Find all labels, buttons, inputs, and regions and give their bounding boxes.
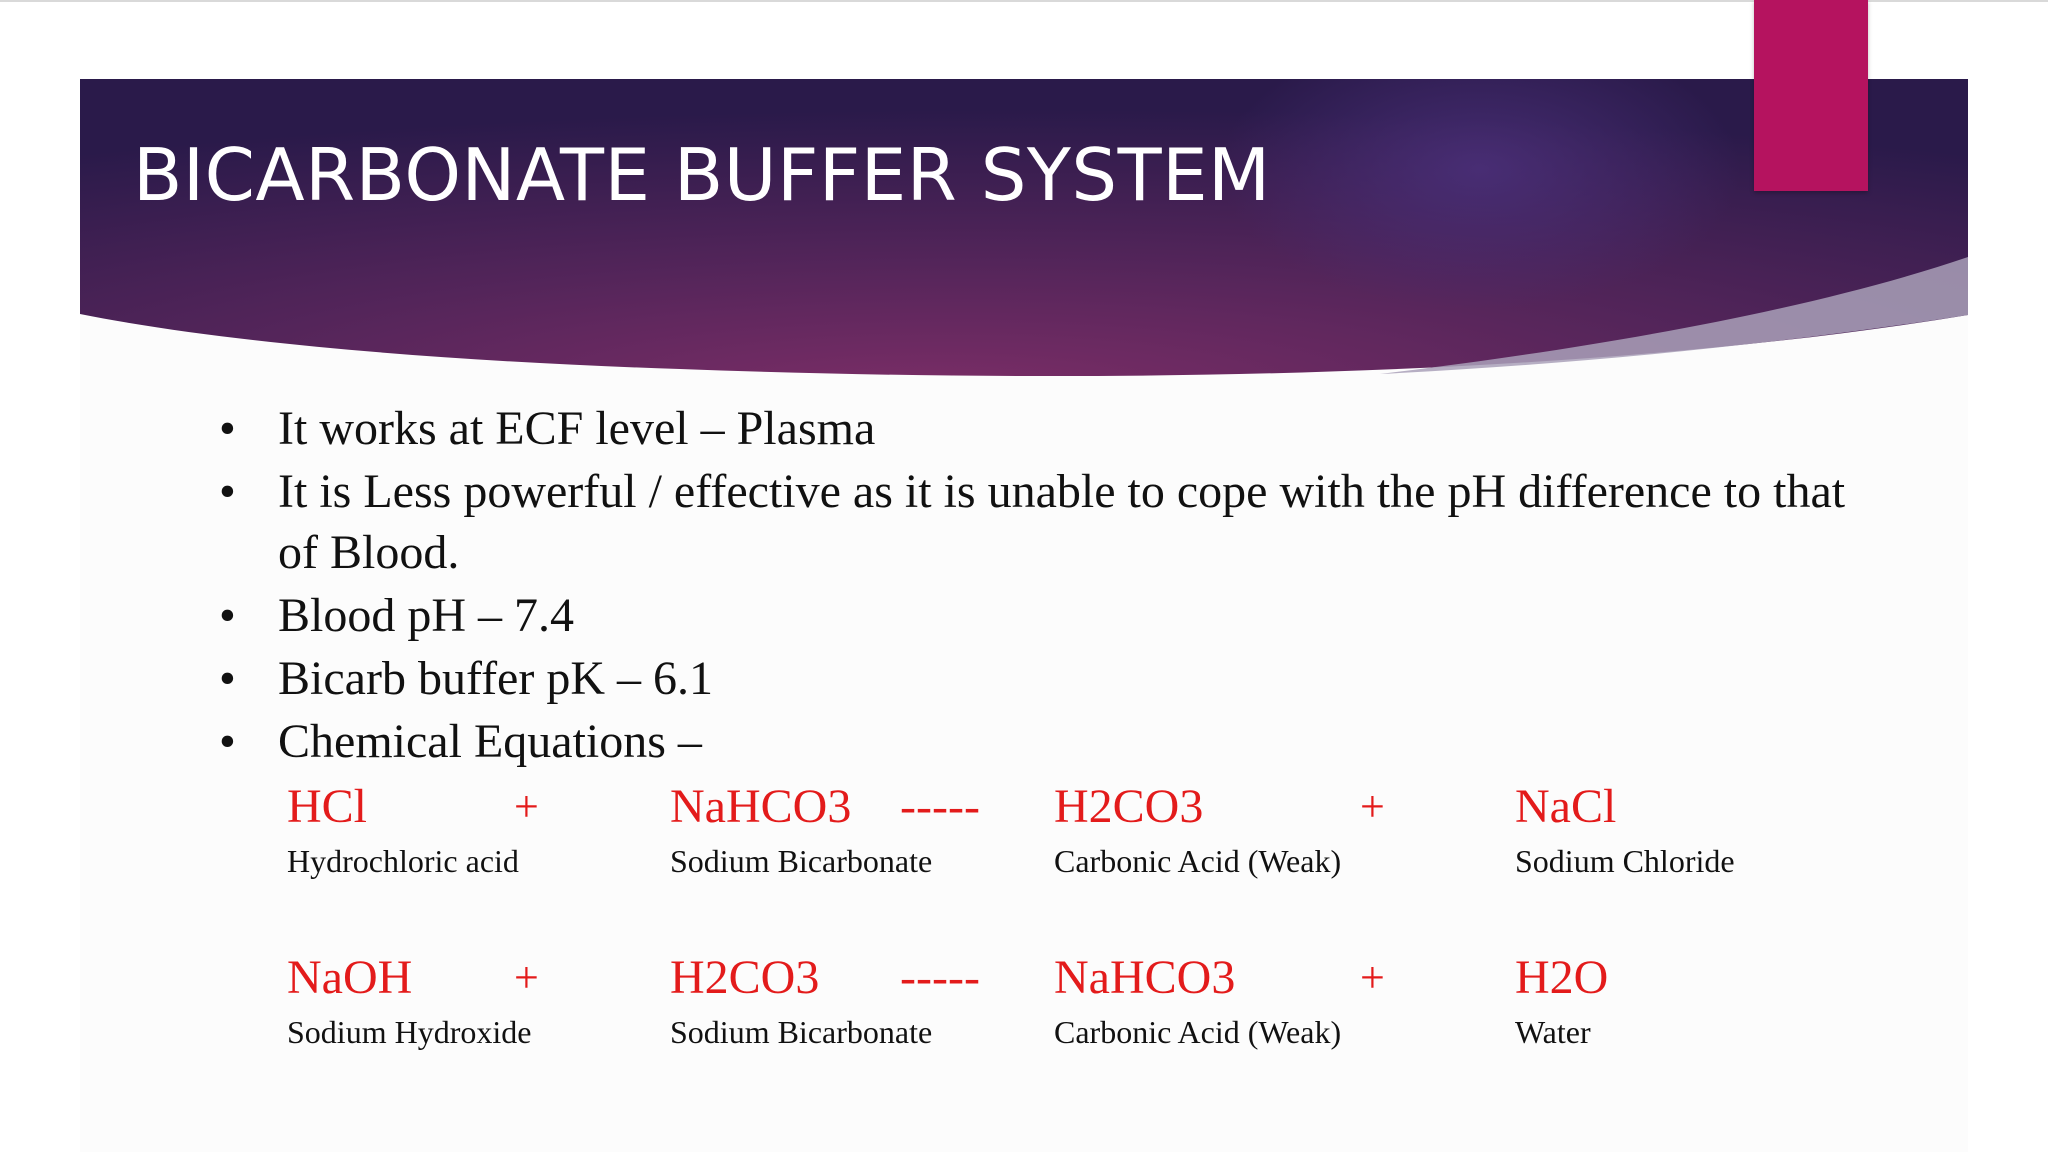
bullet-dot: • [219, 589, 236, 642]
reactant2-name: Sodium Bicarbonate [670, 843, 933, 879]
reactant1-name: Hydrochloric acid [287, 843, 519, 879]
bullet-text: Bicarb buffer pK – 6.1 [278, 652, 713, 705]
reactant1-formula: NaOH [287, 951, 413, 1004]
title-banner [80, 79, 1968, 381]
reactant2-formula: H2CO3 [670, 951, 820, 1004]
plus-sign: + [1360, 782, 1385, 831]
bullet-text: It is Less powerful / effective as it is unable to cope with the pH difference to that of Blood. [278, 465, 1846, 579]
product1-formula: H2CO3 [1054, 780, 1204, 833]
slide-title: BICARBONATE BUFFER SYSTEM [133, 133, 1271, 217]
bullet-list [215, 398, 1895, 774]
plus-sign: + [514, 953, 539, 1002]
reactant1-name: Sodium Hydroxide [287, 1014, 532, 1050]
reactant2-name: Sodium Bicarbonate [670, 1014, 933, 1050]
bullet-item [215, 398, 1895, 459]
plus-sign: + [514, 782, 539, 831]
banner-shape [80, 79, 1968, 381]
product2-name: Water [1515, 1014, 1591, 1050]
product1-name: Carbonic Acid (Weak) [1054, 1014, 1342, 1050]
bullet-item [215, 648, 1895, 709]
plus-sign: + [1360, 953, 1385, 1002]
product1-formula: NaHCO3 [1054, 951, 1236, 1004]
bullet-item [215, 461, 1895, 583]
reactant2-formula: NaHCO3 [670, 780, 852, 833]
bullet-dot: • [219, 652, 236, 705]
reaction-arrow: ----- [900, 780, 980, 833]
bullet-dot: • [219, 465, 236, 518]
product2-formula: H2O [1515, 951, 1609, 1004]
bullet-item [215, 585, 1895, 646]
bullet-item [215, 711, 1895, 772]
product1-name: Carbonic Acid (Weak) [1054, 843, 1342, 879]
reaction-arrow: ----- [900, 951, 980, 1004]
product2-name: Sodium Chloride [1515, 843, 1735, 879]
bullet-text: Blood pH – 7.4 [278, 589, 575, 642]
product2-formula: NaCl [1515, 780, 1617, 833]
bullet-dot: • [219, 715, 236, 768]
bullet-dot: • [219, 402, 236, 455]
reactant1-formula: HCl [287, 780, 368, 833]
window-top-border [0, 0, 2048, 2]
accent-tab [1754, 0, 1868, 191]
bullet-text: It works at ECF level – Plasma [278, 402, 876, 455]
bullet-text: Chemical Equations – [278, 715, 702, 768]
